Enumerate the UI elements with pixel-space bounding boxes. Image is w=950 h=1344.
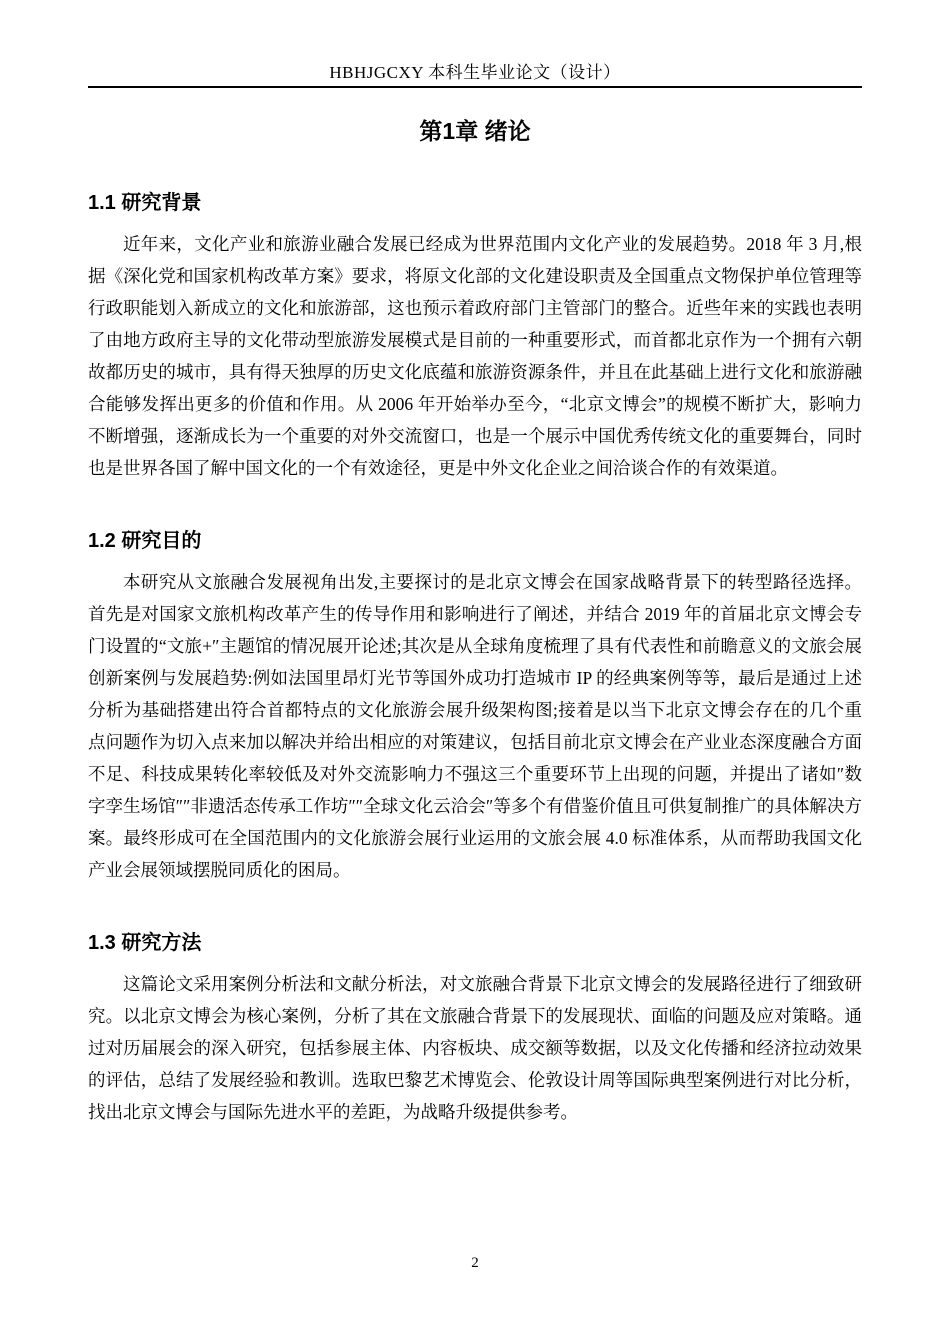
section-body-1-1: 近年来，文化产业和旅游业融合发展已经成为世界范围内文化产业的发展趋势。2018 年 3 月,根据《深化党和国家机构改革方案》要求，将原文化部的文化建设职责及全国重点文物保护单位管理等行政职能划入新成立的文化和旅游部，这也预示着政府部门主管部门的整合。近些年来的实践也表明了由地方政府主导的文化带动型旅游发展模式是目前的一种重要形式，而首都北京作为一个拥有六朝故都历史的城市，具有得天独厚的历史文化底蕴和旅游资源条件，并且在此基础上进行文化和旅游融合能够发挥出更多的价值和作用。从 2006 年开始举办至今，“北京文博会”的规模不断扩大，影响力不断增强，逐渐成长为一个重要的对外交流窗口，也是一个展示中国优秀传统文化的重要舞台，同时也是世界各国了解中国文化的一个有效途径，更是中外文化企业之间洽谈合作的有效渠道。 [88, 234, 862, 478]
section-heading-1-1: 1.1 研究背景 [88, 192, 202, 214]
section-heading-1-2: 1.2 研究目的 [88, 530, 202, 552]
section-1-1 [88, 190, 862, 484]
page-number: 2 [471, 1255, 479, 1271]
chapter-title: 第1章 绪论 [419, 118, 531, 144]
section-1-3 [88, 930, 862, 1128]
section-heading-1-3: 1.3 研究方法 [88, 932, 202, 954]
page-header: HBHJGCXY 本科生毕业论文（设计） [88, 62, 862, 88]
section-body-1-2: 本研究从文旅融合发展视角出发,主要探讨的是北京文博会在国家战略背景下的转型路径选择。首先是对国家文旅机构改革产生的传导作用和影响进行了阐述，并结合 2019 年的首届北京文博会专门设置的“文旅+″主题馆的情况展开论述;其次是从全球角度梳理了具有代表性和前瞻意义的文旅会展创新案例与发展趋势:例如法国里昂灯光节等国外成功打造城市 IP 的经典案例等等，最后是通过上述分析为基础搭建出符合首都特点的文化旅游会展升级架构图;接着是以当下北京文博会存在的几个重点问题作为切入点来加以解决并给出相应的对策建议，包括目前北京文博会在产业业态深度融合方面不足、科技成果转化率较低及对外交流影响力不强这三个重要环节上出现的问题，并提出了诸如″数字孪生场馆″″非遗活态传承工作坊″″全球文化云洽会″等多个有借鉴价值且可供复制推广的具体解决方案。最终形成可在全国范围内的文化旅游会展行业运用的文旅会展 4.0 标准体系，从而帮助我国文化产业会展领域摆脱同质化的困局。 [88, 572, 862, 880]
section-body-1-3: 这篇论文采用案例分析法和文献分析法，对文旅融合背景下北京文博会的发展路径进行了细致研究。以北京文博会为核心案例，分析了其在文旅融合背景下的发展现状、面临的问题及应对策略。通过对历届展会的深入研究，包括参展主体、内容板块、成交额等数据，以及文化传播和经济拉动效果的评估，总结了发展经验和教训。选取巴黎艺术博览会、伦敦设计周等国际典型案例进行对比分析，找出北京文博会与国际先进水平的差距，为战略升级提供参考。 [88, 974, 862, 1122]
section-1-2 [88, 528, 862, 886]
